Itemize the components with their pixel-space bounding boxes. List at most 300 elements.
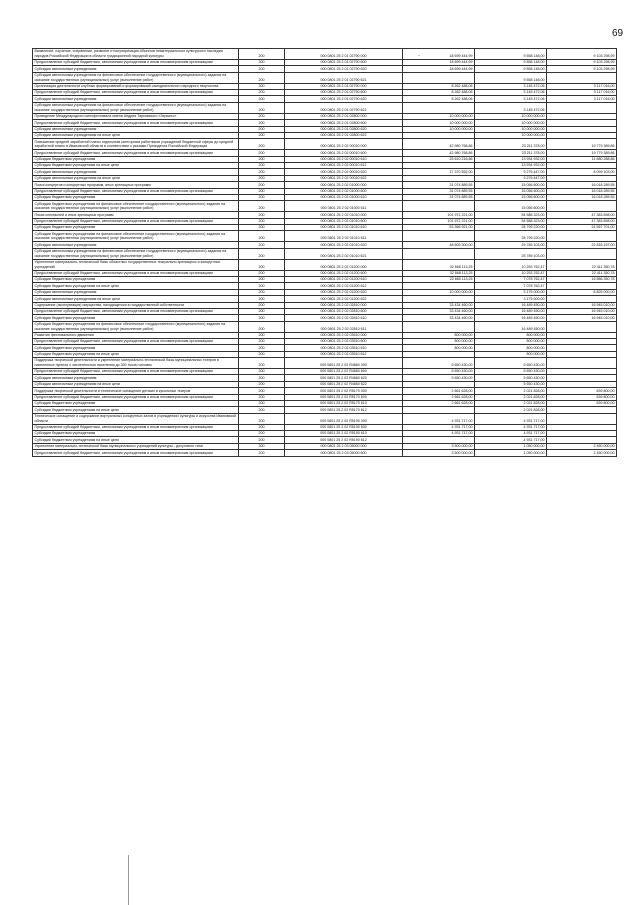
- cell-amount-total: 101 972 221,00: [403, 212, 475, 218]
- cell-description: Предоставление субсидий бюджетным, автономным учреждениям и иным некоммерческим организациям: [33, 90, 239, 96]
- table-row: [33, 270, 617, 276]
- table-row: [33, 443, 617, 449]
- cell-line-code: 200: [239, 72, 285, 83]
- cell-line-code: 200: [239, 156, 285, 162]
- cell-line-code: 200: [239, 163, 285, 169]
- cell-amount-executed: 13 934 932,00: [475, 156, 547, 162]
- scan-mark: -: [418, 53, 420, 59]
- cell-description: Субсидии бюджетным учреждениям на иные цели: [33, 407, 239, 413]
- cell-amount-executed: 9 558 148,00: [475, 49, 547, 60]
- cell-line-code: 200: [239, 400, 285, 406]
- cell-amount-total: 32 668 113,25: [403, 259, 475, 270]
- cell-amount-executed: 4 931 717,00: [475, 431, 547, 437]
- cell-description: Выявление, изучение, сохранение, развитие и популяризация объектов нематериального культурного наследия народов Российской Федерации в области традиционной народной культуры: [33, 49, 239, 60]
- table-row: [33, 450, 617, 456]
- cell-description: Субсидии бюджетным учреждениям на финансовое обеспечение государственного (муниципального) задания на оказание государственных (муниципальных) услуг (выполнение работ): [33, 321, 239, 332]
- cell-description: Субсидии бюджетным учреждениям: [33, 400, 239, 406]
- cell-amount-remaining: 19 779 389,86: [547, 150, 617, 156]
- cell-classification-code: 000 0801 25 2 01 02800 600: [285, 120, 403, 126]
- cell-amount-remaining: 3 117 016,00: [547, 90, 617, 96]
- cell-amount-total: 42 980 768,86: [403, 139, 475, 150]
- cell-amount-total: 8 262 488,06: [403, 83, 475, 89]
- cell-amount-executed: 4 931 717,00: [475, 413, 547, 424]
- cell-line-code: 200: [239, 443, 285, 449]
- cell-amount-total: 800 000,00: [403, 345, 475, 351]
- cell-amount-total: 101 972 221,00: [403, 218, 475, 224]
- cell-amount-remaining: 16 018 289,55: [547, 194, 617, 200]
- table-row: [33, 83, 617, 89]
- cell-amount-remaining: 2 450 000,00: [547, 443, 617, 449]
- cell-line-code: 200: [239, 139, 285, 150]
- cell-amount-remaining: 16 018 289,55: [547, 188, 617, 194]
- cell-amount-executed: 10 253 762,47: [475, 270, 547, 276]
- cell-classification-code: 000 0801 25 2 02 01010 000: [285, 212, 403, 218]
- cell-amount-remaining: 19 779 389,86: [547, 139, 617, 150]
- cell-classification-code: 000 0801 25 2 02 01010 610: [285, 224, 403, 230]
- cell-amount-remaining: [547, 201, 617, 212]
- cell-line-code: 200: [239, 388, 285, 394]
- table-row: [33, 394, 617, 400]
- cell-classification-code: 000 0801 25 2 02 R5190 612: [285, 437, 403, 443]
- cell-classification-code: 000 0801 25 2 02 01010 620: [285, 242, 403, 248]
- cell-classification-code: 000 0801 25 2 02 01010 611: [285, 231, 403, 242]
- cell-amount-executed: 800 000,00: [475, 345, 547, 351]
- cell-amount-total: 18 699 444,99: [403, 59, 475, 65]
- cell-amount-total: 31 074 889,55: [403, 182, 475, 188]
- cell-line-code: 200: [239, 194, 285, 200]
- cell-description: Субсидии автономным учреждениям на иные цели: [33, 296, 239, 302]
- cell-amount-total: 2 661 628,00: [403, 388, 475, 394]
- cell-classification-code: 000 0801 25 2 02 01200 610: [285, 277, 403, 283]
- cell-line-code: 200: [239, 102, 285, 113]
- cell-classification-code: 000 0801 25 2 02 01000 000: [285, 182, 403, 188]
- cell-line-code: 200: [239, 338, 285, 344]
- cell-description: Предоставление субсидий бюджетным, автономным учреждениям и иным некоммерческим организациям: [33, 270, 239, 276]
- cell-amount-executed: 25 789 103,00: [475, 248, 547, 259]
- cell-description: Субсидии бюджетным учреждениям: [33, 345, 239, 351]
- cell-amount-remaining: 9 103 298,99: [547, 59, 617, 65]
- cell-amount-total: 10 000 000,00: [403, 126, 475, 132]
- cell-description: Предоставление субсидий бюджетным, автономным учреждениям и иным некоммерческим организациям: [33, 59, 239, 65]
- cell-amount-executed: 28 799 220,00: [475, 224, 547, 230]
- cell-line-code: 200: [239, 49, 285, 60]
- table-row: [33, 248, 617, 259]
- cell-amount-executed: 3 175 000,00: [475, 296, 547, 302]
- cell-amount-total: 800 000,00: [403, 338, 475, 344]
- cell-amount-executed: 5 650 430,00: [475, 358, 547, 369]
- cell-amount-executed: 25 789 103,00: [475, 242, 547, 248]
- cell-description: Субсидии автономным учреждениям на иные цели: [33, 381, 239, 387]
- cell-amount-total: 4 931 717,00: [403, 413, 475, 424]
- cell-description: Поддержка творческой деятельности и укрепление материально-технической базы муниципальных театров в населенных пунктах с численностью населения до 300 тысяч человек: [33, 358, 239, 369]
- table-row: [33, 302, 617, 308]
- cell-classification-code: 000 0801 25 2 02 R4660 620: [285, 375, 403, 381]
- cell-amount-executed: 28 799 220,00: [475, 231, 547, 242]
- cell-classification-code: 000 0801 25 2 02 01000 610: [285, 194, 403, 200]
- cell-amount-remaining: [547, 358, 617, 369]
- cell-amount-total: [403, 248, 475, 259]
- cell-amount-remaining: 16 945 010,00: [547, 315, 617, 321]
- cell-amount-executed: 2 021 828,00: [475, 400, 547, 406]
- cell-amount-executed: 10 000 000,00: [475, 113, 547, 119]
- cell-classification-code: 000 0801 25 2 01 02790 000: [285, 83, 403, 89]
- cell-description: Субсидии автономным учреждениям: [33, 96, 239, 102]
- cell-amount-executed: 5 650 430,00: [475, 375, 547, 381]
- cell-description: Предоставление субсидий бюджетным, автономным учреждениям и иным некоммерческим организациям: [33, 369, 239, 375]
- cell-line-code: 200: [239, 283, 285, 289]
- cell-classification-code: 000 0801 25 2 02 00010 612: [285, 163, 403, 169]
- cell-amount-total: 17 370 552,00: [403, 169, 475, 175]
- cell-amount-executed: 15 056 600,00: [475, 194, 547, 200]
- cell-classification-code: 000 0801 25 2 01 02790 621: [285, 72, 403, 83]
- cell-amount-total: 10 000 000,00: [403, 289, 475, 295]
- cell-line-code: 200: [239, 175, 285, 181]
- cell-amount-executed: 5 650 430,00: [475, 369, 547, 375]
- cell-amount-executed: 16 489 450,00: [475, 308, 547, 314]
- cell-amount-total: 32 668 113,25: [403, 270, 475, 276]
- cell-amount-total: [403, 321, 475, 332]
- cell-description: Субсидии бюджетным учреждениям: [33, 194, 239, 200]
- cell-line-code: 200: [239, 308, 285, 314]
- cell-classification-code: 000 0801 25 2 03 05000 000: [285, 443, 403, 449]
- cell-line-code: 200: [239, 375, 285, 381]
- cell-amount-remaining: 3 117 016,00: [547, 96, 617, 102]
- cell-amount-executed: 800 000,00: [475, 338, 547, 344]
- table-row: [33, 188, 617, 194]
- cell-description: Предоставление субсидий бюджетным, автономным учреждениям и иным некоммерческим организациям: [33, 120, 239, 126]
- cell-line-code: 200: [239, 242, 285, 248]
- cell-amount-executed: 2 021 828,00: [475, 407, 547, 413]
- cell-amount-remaining: 639 800,00: [547, 388, 617, 394]
- cell-line-code: 200: [239, 182, 285, 188]
- cell-description: Показ спектаклей и иных зрелищных программ: [33, 212, 239, 218]
- cell-amount-total: 10 000 000,00: [403, 120, 475, 126]
- cell-classification-code: 000 0801 25 2 02 00010 610: [285, 156, 403, 162]
- cell-amount-total: [403, 102, 475, 113]
- cell-description: Укрепление материально-технической базы муниципальных учреждений культуры - досугового типа: [33, 443, 239, 449]
- table-row: [33, 113, 617, 119]
- cell-classification-code: 000 0801 25 2 02 R5170 000: [285, 388, 403, 394]
- cell-classification-code: 000 0801 25 2 02 R5190 000: [285, 413, 403, 424]
- cell-amount-executed: 800 000,00: [475, 332, 547, 338]
- table-row: [33, 49, 617, 60]
- table-row: [33, 218, 617, 224]
- cell-line-code: 200: [239, 126, 285, 132]
- cell-amount-executed: 10 000 000,00: [475, 132, 547, 138]
- table-row: [33, 338, 617, 344]
- cell-description: Субсидии бюджетным учреждениям: [33, 156, 239, 162]
- cell-amount-remaining: [547, 321, 617, 332]
- cell-amount-executed: 9 558 148,00: [475, 66, 547, 72]
- cell-amount-executed: 4 931 717,00: [475, 437, 547, 443]
- cell-amount-executed: 15 056 600,00: [475, 201, 547, 212]
- table-row: [33, 182, 617, 188]
- cell-line-code: 200: [239, 132, 285, 138]
- cell-line-code: 200: [239, 321, 285, 332]
- cell-line-code: 200: [239, 315, 285, 321]
- cell-amount-total: 3 500 000,00: [403, 450, 475, 456]
- cell-description: Повышение средней заработной платы отдельным категориям работников учреждений бюджетной сферы до средней заработной платы в Ивановской области в соответствии с указами Президента Российской Федерации: [33, 139, 239, 150]
- table-row: [33, 72, 617, 83]
- cell-amount-total: 5 650 430,00: [403, 369, 475, 375]
- cell-line-code: 200: [239, 332, 285, 338]
- cell-line-code: 200: [239, 83, 285, 89]
- cell-description: Техническое оснащение и содержание виртуальных концертных залов в учреждениях культуры и искусства Ивановской области: [33, 413, 239, 424]
- cell-classification-code: 000 0801 25 2 02 R5170 610: [285, 400, 403, 406]
- cell-classification-code: 000 0801 25 2 03 05000 600: [285, 450, 403, 456]
- cell-amount-total: 4 931 717,00: [403, 431, 475, 437]
- cell-classification-code: 000 0801 25 2 02 01200 612: [285, 283, 403, 289]
- cell-classification-code: 000 0801 25 2 02 03510 000: [285, 332, 403, 338]
- cell-classification-code: 000 0801 25 2 02 R5190 600: [285, 424, 403, 430]
- cell-description: Субсидии автономным учреждениям на финансовое обеспечение государственного (муниципального) задания на оказание государственных (муниципальных) услуг (выполнение работ): [33, 102, 239, 113]
- cell-classification-code: 000 0801 25 2 02 02810 600: [285, 308, 403, 314]
- cell-classification-code: 000 0801 25 2 02 R5170 612: [285, 407, 403, 413]
- cell-amount-executed: 4 931 717,00: [475, 424, 547, 430]
- budget-table-container: [32, 48, 616, 457]
- cell-amount-remaining: 22 411 350,78: [547, 270, 617, 276]
- cell-line-code: 200: [239, 289, 285, 295]
- cell-line-code: 200: [239, 369, 285, 375]
- cell-line-code: 200: [239, 212, 285, 218]
- cell-amount-remaining: 22 411 350,78: [547, 259, 617, 270]
- cell-line-code: 200: [239, 394, 285, 400]
- cell-classification-code: 000 0801 25 2 02 02810 611: [285, 321, 403, 332]
- table-row: [33, 120, 617, 126]
- table-row: [33, 321, 617, 332]
- cell-amount-remaining: 16 018 289,55: [547, 182, 617, 188]
- cell-classification-code: 000 0801 25 2 02 01200 620: [285, 289, 403, 295]
- cell-amount-executed: 5 650 430,00: [475, 381, 547, 387]
- cell-amount-total: 800 000,00: [403, 332, 475, 338]
- cell-description: Содержание (эксплуатация) имущества, находящегося в государственной собственности: [33, 302, 239, 308]
- cell-amount-total: 5 650 430,00: [403, 375, 475, 381]
- cell-amount-total: 42 980 768,86: [403, 150, 475, 156]
- cell-description: Субсидии бюджетным учреждениям на иные цели: [33, 351, 239, 357]
- cell-line-code: 200: [239, 437, 285, 443]
- cell-description: Предоставление субсидий бюджетным, автономным учреждениям и иным некоммерческим организациям: [33, 150, 239, 156]
- cell-amount-remaining: [547, 248, 617, 259]
- cell-description: Предоставление субсидий бюджетным, автономным учреждениям и иным некоммерческим организациям: [33, 188, 239, 194]
- table-row: [33, 150, 617, 156]
- cell-amount-remaining: 15 586 350,78: [547, 277, 617, 283]
- cell-amount-executed: 3 145 472,06: [475, 90, 547, 96]
- cell-classification-code: 000 0801 25 2 01 02790 620: [285, 66, 403, 72]
- cell-line-code: 200: [239, 351, 285, 357]
- cell-line-code: 200: [239, 224, 285, 230]
- cell-classification-code: 000 0801 25 2 02 03510 612: [285, 351, 403, 357]
- cell-description: Поиск концертов и концертных программ, иных зрелищных программ: [33, 182, 239, 188]
- cell-line-code: 200: [239, 231, 285, 242]
- cell-description: Субсидии автономным учреждениям: [33, 126, 239, 132]
- cell-description: Развитие фестивального движения: [33, 332, 239, 338]
- page-number: 69: [612, 28, 624, 39]
- cell-amount-remaining: 8 099 103,00: [547, 169, 617, 175]
- cell-classification-code: 000 0801 25 2 02 R5190 610: [285, 431, 403, 437]
- cell-amount-remaining: 9 103 298,99: [547, 66, 617, 72]
- cell-amount-total: 53 366 921,00: [403, 224, 475, 230]
- cell-amount-total: 48 605 300,00: [403, 242, 475, 248]
- cell-description: Субсидии бюджетным учреждениям: [33, 224, 239, 230]
- cell-amount-remaining: 16 945 010,00: [547, 302, 617, 308]
- cell-amount-total: 33 434 460,00: [403, 315, 475, 321]
- cell-classification-code: 000 0801 25 2 01 02800 000: [285, 113, 403, 119]
- cell-line-code: 200: [239, 90, 285, 96]
- cell-amount-remaining: 3 117 016,00: [547, 83, 617, 89]
- cell-amount-total: 3 500 000,00: [403, 443, 475, 449]
- cell-amount-remaining: 24 567 701,00: [547, 224, 617, 230]
- table-row: [33, 59, 617, 65]
- cell-classification-code: 000 0801 25 2 02 00010 000: [285, 139, 403, 150]
- cell-description: Субсидии бюджетным учреждениям: [33, 431, 239, 437]
- table-row: [33, 358, 617, 369]
- cell-classification-code: 000 0801 25 2 02 03510 600: [285, 338, 403, 344]
- cell-line-code: 200: [239, 407, 285, 413]
- cell-classification-code: 000 0801 25 2 02 00010 620: [285, 169, 403, 175]
- cell-amount-remaining: [547, 102, 617, 113]
- cell-classification-code: 000 0801 25 2 02 01200 600: [285, 270, 403, 276]
- cell-description: Предоставление субсидий бюджетным, автономным учреждениям и иным некоммерческим организациям: [33, 394, 239, 400]
- table-row: [33, 369, 617, 375]
- budget-table: [32, 48, 617, 457]
- cell-classification-code: 000 0801 25 2 02 01010 600: [285, 218, 403, 224]
- cell-description: Предоставление субсидий бюджетным, автономным учреждениям и иным некоммерческим организациям: [33, 424, 239, 430]
- cell-amount-total: 25 610 216,86: [403, 156, 475, 162]
- cell-description: Субсидии бюджетным учреждениям на финансовое обеспечение государственного (муниципального) задания на оказание государственных (муниципальных) услуг (выполнение работ): [33, 231, 239, 242]
- cell-amount-remaining: 22 816 197,00: [547, 242, 617, 248]
- cell-amount-remaining: 47 383 898,00: [547, 218, 617, 224]
- cell-line-code: 200: [239, 277, 285, 283]
- cell-classification-code: 000 0801 25 2 02 01200 622: [285, 296, 403, 302]
- cell-amount-total: [403, 72, 475, 83]
- cell-amount-executed: 9 558 148,00: [475, 72, 547, 83]
- table-row: [33, 388, 617, 394]
- cell-line-code: 200: [239, 218, 285, 224]
- cell-classification-code: 000 0801 25 2 01 02800 622: [285, 132, 403, 138]
- cell-amount-total: 10 000 000,00: [403, 113, 475, 119]
- cell-amount-total: 31 074 889,55: [403, 188, 475, 194]
- table-row: [33, 231, 617, 242]
- cell-amount-total: 4 931 717,00: [403, 424, 475, 430]
- cell-classification-code: 000 0801 25 2 02 01000 600: [285, 188, 403, 194]
- cell-classification-code: 000 0801 25 2 02 R4660 622: [285, 381, 403, 387]
- cell-line-code: 200: [239, 259, 285, 270]
- cell-description: Субсидии бюджетным учреждениям: [33, 277, 239, 283]
- cell-amount-remaining: 11 680 288,86: [547, 156, 617, 162]
- table-row: [33, 201, 617, 212]
- cell-description: Субсидии бюджетным учреждениям на иные цели: [33, 283, 239, 289]
- table-row: [33, 413, 617, 424]
- cell-amount-total: 8 262 488,06: [403, 96, 475, 102]
- cell-classification-code: 000 0801 25 2 02 01000 611: [285, 201, 403, 212]
- cell-amount-remaining: 639 800,00: [547, 394, 617, 400]
- cell-line-code: 200: [239, 201, 285, 212]
- cell-classification-code: 000 0801 25 2 02 02810 000: [285, 302, 403, 308]
- cell-amount-executed: 1 050 000,00: [475, 450, 547, 456]
- cell-amount-executed: 10 000 000,00: [475, 126, 547, 132]
- cell-line-code: 200: [239, 66, 285, 72]
- cell-amount-remaining: [547, 413, 617, 424]
- cell-classification-code: 000 0801 25 2 01 02790 620: [285, 96, 403, 102]
- cell-amount-total: 33 434 460,00: [403, 302, 475, 308]
- cell-classification-code: 000 0801 25 2 02 00010 600: [285, 150, 403, 156]
- cell-classification-code: 000 0801 25 2 02 01200 000: [285, 259, 403, 270]
- cell-description: Укрепление материально-технической базы областных государственных театрально-зрелищных и концертных учреждений: [33, 259, 239, 270]
- cell-amount-total: 5 650 430,00: [403, 358, 475, 369]
- cell-amount-executed: 3 175 000,00: [475, 289, 547, 295]
- cell-classification-code: 000 0801 25 2 02 R5170 600: [285, 394, 403, 400]
- cell-amount-executed: 15 056 600,00: [475, 188, 547, 194]
- cell-amount-total: [403, 231, 475, 242]
- cell-amount-total: 33 434 460,00: [403, 308, 475, 314]
- cell-description: Предоставление субсидий бюджетным, автономным учреждениям и иным некоммерческим организациям: [33, 338, 239, 344]
- cell-classification-code: 000 0801 25 2 02 01010 621: [285, 248, 403, 259]
- cell-amount-total: 2 661 628,00: [403, 400, 475, 406]
- cell-description: Организация деятельности клубных формирований и формирований самодеятельного народного творчества: [33, 83, 239, 89]
- table-row: [33, 424, 617, 430]
- cell-amount-executed: 3 145 472,06: [475, 83, 547, 89]
- cell-amount-remaining: 6 825 000,00: [547, 289, 617, 295]
- cell-classification-code: 000 0801 25 2 01 02800 620: [285, 126, 403, 132]
- cell-amount-remaining: 47 383 898,00: [547, 212, 617, 218]
- cell-description: Субсидии автономным учреждениям на финансовое обеспечение государственного (муниципального) задания на оказание государственных (муниципальных) услуг (выполнение работ): [33, 72, 239, 83]
- cell-description: Субсидии автономным учреждениям: [33, 242, 239, 248]
- cell-classification-code: 000 0801 25 2 01 02790 600: [285, 90, 403, 96]
- cell-line-code: 200: [239, 188, 285, 194]
- cell-amount-remaining: [547, 231, 617, 242]
- cell-amount-executed: 1 050 000,00: [475, 443, 547, 449]
- cell-amount-executed: 9 558 148,00: [475, 59, 547, 65]
- cell-line-code: 200: [239, 270, 285, 276]
- cell-line-code: 200: [239, 413, 285, 424]
- cell-amount-executed: 16 489 450,00: [475, 315, 547, 321]
- cell-line-code: 200: [239, 113, 285, 119]
- table-row: [33, 308, 617, 314]
- cell-description: Субсидии автономным учреждениям: [33, 66, 239, 72]
- cell-amount-executed: 800 000,00: [475, 351, 547, 357]
- cell-amount-total: 2 661 628,00: [403, 394, 475, 400]
- cell-amount-executed: 15 056 600,00: [475, 182, 547, 188]
- cell-description: Поддержка творческой деятельности и техническое оснащение детских и кукольных театров: [33, 388, 239, 394]
- cell-classification-code: 000 0801 25 2 02 R4660 000: [285, 358, 403, 369]
- cell-description: Проведение Международного кинофестиваля имени Андрея Тарковского «Зеркало»: [33, 113, 239, 119]
- cell-line-code: 200: [239, 248, 285, 259]
- cell-line-code: 200: [239, 169, 285, 175]
- cell-line-code: 200: [239, 302, 285, 308]
- cell-amount-remaining: 2 450 000,00: [547, 450, 617, 456]
- cell-amount-executed: 3 145 472,06: [475, 102, 547, 113]
- cell-classification-code: 000 0801 25 2 02 00010 622: [285, 175, 403, 181]
- cell-line-code: 200: [239, 450, 285, 456]
- cell-line-code: 200: [239, 345, 285, 351]
- cell-line-code: 200: [239, 96, 285, 102]
- cell-amount-total: 18 699 444,99: [403, 49, 475, 60]
- table-row: [33, 102, 617, 113]
- cell-description: Субсидии бюджетным учреждениям: [33, 315, 239, 321]
- cell-classification-code: 000 0801 25 2 01 02790 000: [285, 49, 403, 60]
- cell-description: Субсидии бюджетным учреждениям на финансовое обеспечение государственного (муниципального) задания на оказание государственных (муниципальных) услуг (выполнение работ): [33, 201, 239, 212]
- cell-description: Субсидии автономным учреждениям: [33, 375, 239, 381]
- cell-line-code: 200: [239, 59, 285, 65]
- cell-amount-remaining: 639 800,00: [547, 400, 617, 406]
- cell-amount-executed: 54 588 323,00: [475, 212, 547, 218]
- cell-line-code: 200: [239, 424, 285, 430]
- cell-description: Субсидии автономным учреждениям: [33, 289, 239, 295]
- cell-amount-remaining: [547, 72, 617, 83]
- cell-description: Предоставление субсидий бюджетным, автономным учреждениям и иным некоммерческим организациям: [33, 308, 239, 314]
- cell-line-code: 200: [239, 381, 285, 387]
- cell-description: Предоставление субсидий бюджетным, автономным учреждениям и иным некоммерческим организациям: [33, 450, 239, 456]
